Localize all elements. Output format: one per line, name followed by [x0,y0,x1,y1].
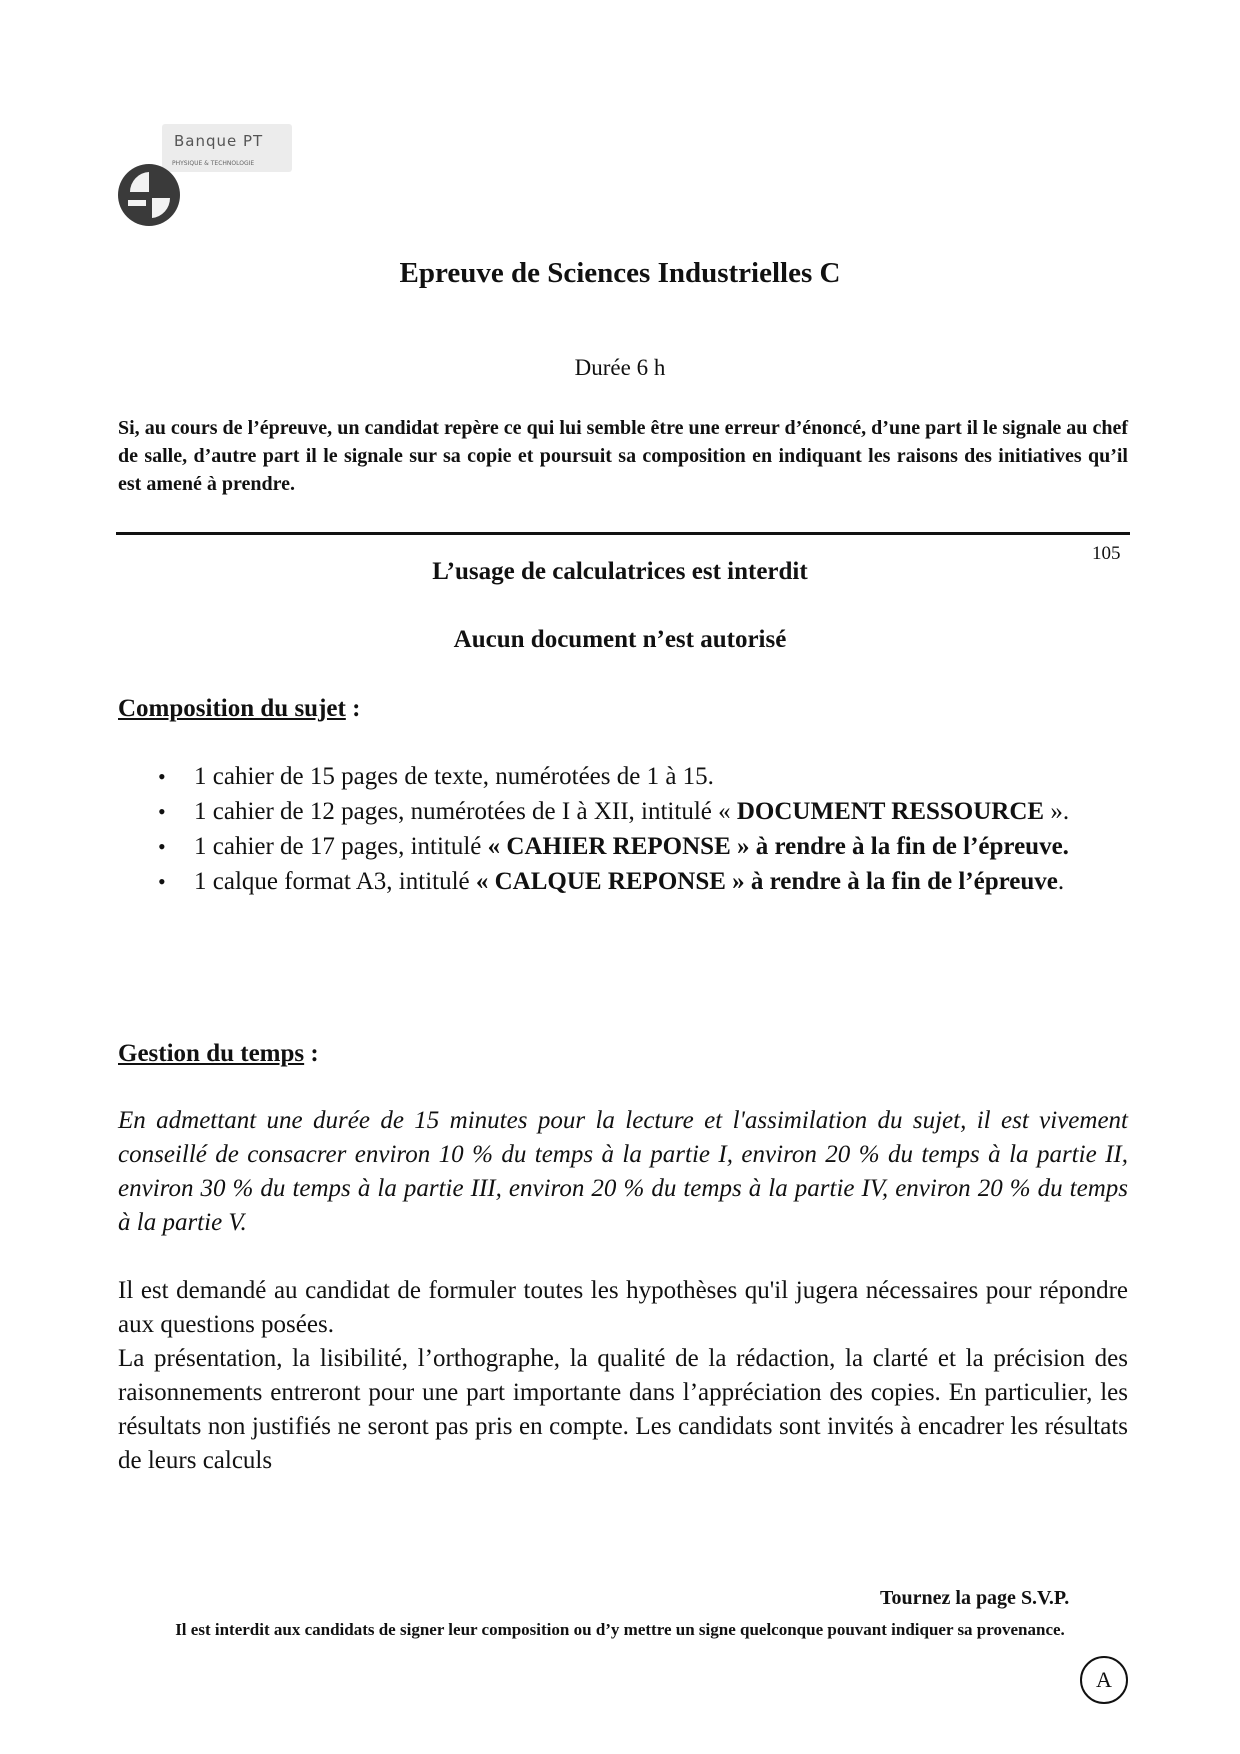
list-item: • 1 calque format A3, intitulé « CALQUE REPONSE » à rendre à la fin de l’épreuve. [158,865,1128,898]
exam-duration: Durée 6 h [574,355,666,380]
list-item: • 1 cahier de 12 pages, numérotées de I à XII, intitulé « DOCUMENT RESSOURCE ». [158,795,1128,828]
composition-list [158,760,1128,900]
subject-letter-badge: A [1080,1656,1128,1704]
bullet-icon: • [158,764,166,789]
hypotheses-paragraph: Il est demandé au candidat de formuler toutes les hypothèses qu'il jugera nécessaires pour répondre aux questions posées. [118,1277,1128,1338]
banque-pt-logo [116,124,292,228]
composition-heading [118,695,360,723]
time-management-heading [118,1040,319,1068]
footer-anonymity-note: Il est interdit aux candidats de signer leur composition ou d’y mettre un signe quelconque pouvant indiquer sa provenance. [175,1620,1065,1639]
logo-name: Banque PT [174,132,264,150]
exam-title: Epreuve de Sciences Industrielles C [399,257,841,289]
list-item: • 1 cahier de 17 pages, intitulé « CAHIER REPONSE » à rendre à la fin de l’épreuve. [158,830,1128,863]
error-warning-paragraph: Si, au cours de l’épreuve, un candidat repère ce qui lui semble être une erreur d’énoncé, d’une part il le signale au chef de salle, d’autre part il le signale sur sa copie et poursuit sa composition en indiquant les raisons des initiatives qu’il est amené à prendre. [118,417,1128,495]
composition-heading-text: Composition du sujet [118,695,346,722]
presentation-paragraph: La présentation, la lisibilité, l’orthographe, la qualité de la rédaction, la clarté et la précision des raisonnements entreront pour une part importante dans l’appréciation des copies. En particulier, les résultats non justifiés ne seront pas pris en compte. Les candidats sont invités à encadrer les résultats de leurs calculs [118,1345,1128,1474]
turn-page-note: Tournez la page S.V.P. [880,1587,1070,1609]
time-allocation-paragraph: En admettant une durée de 15 minutes pour la lecture et l'assimilation du sujet, il est vivement conseillé de consacrer environ 10 % du temps à la partie I, environ 20 % du temps à la partie II, environ 30 % du temps à la partie III, environ 20 % du temps à la partie IV, environ 20 % du temps à la partie V. [118,1107,1128,1236]
horizontal-rule [116,532,1130,535]
time-management-heading-text: Gestion du temps [118,1040,305,1067]
bullet-icon: • [158,799,166,824]
logo-emblem-icon [116,162,182,228]
bullet-icon: • [158,834,166,859]
list-item: • 1 cahier de 15 pages de texte, numérotées de 1 à 15. [158,760,1128,793]
composition-heading-suffix: : [345,695,361,722]
document-rule: Aucun document n’est autorisé [453,626,787,653]
page-number: 105 [1092,543,1121,564]
calculator-rule: L’usage de calculatrices est interdit [432,558,808,585]
logo-subtitle: PHYSIQUE & TECHNOLOGIE [172,160,255,167]
time-management-heading-suffix: : [304,1040,319,1067]
bullet-icon: • [158,869,166,894]
